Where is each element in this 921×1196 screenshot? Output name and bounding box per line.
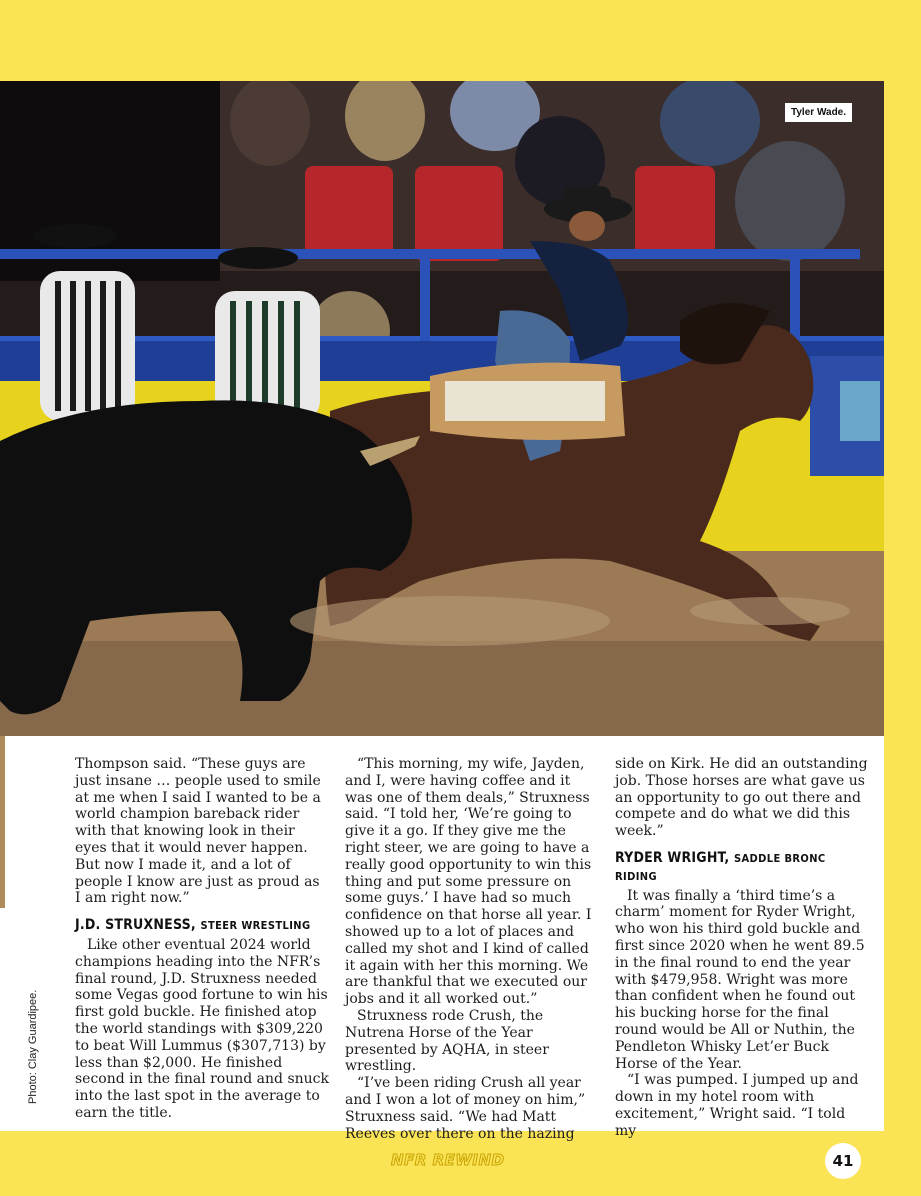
paragraph: “This morning, my wife, Jayden, and I, were having coffee and it was one of them deals,” Struxness said. “I told her, ‘We’re going to give it a go. If they give me the right steer, we are going to have a really good opportunity to win this thing and put some pressure on some guys.’ I have had so much confidence on that horse all year. I showed up to a lot of places and called my shot and I kind of called it again with her this morning. We are thankful that we executed our jobs and it all worked out.” [345,756,592,1008]
paragraph: Thompson said. “These guys are just insane … people used to smile at me when I said I wanted to be a world champion bareback rider with that knowing look in their eyes that it would never happen. But now I made it, and a lot of people I know are just as proud as I am right now.” [75,756,321,907]
heading-name: J.D. STRUXNESS, [75,917,196,934]
section-heading-wright [615,850,869,886]
heading-name: RYDER WRIGHT, [615,849,730,866]
photo-caption: Tyler Wade. [785,103,852,122]
paragraph: Like other eventual 2024 world champions heading into the NFR’s final round, J.D. Struxness needed some Vegas good fortune to win his first gold buckle. He finished atop the world standings with $309,220 to beat Will Lummus ($307,713) by less than $2,000. He finished second in the final round and snuck into the last spot in the average to earn the title. [75,936,330,1121]
article-column-3 [615,756,869,1140]
paragraph: It was finally a ‘third time’s a charm’ moment for Ryder Wright, who won his third gold buckle and first since 2020 when he went 89.5 in the final round to end the year with $479,958. Wright was more than confident when he found out his bucking horse for the final round would be All or Nuthin, the Pendleton Whisky Let’er Buck Horse of the Year. [615,887,865,1072]
heading-event: STEER WRESTLING [200,919,311,933]
left-edge-strip [0,736,5,908]
paragraph: “I’ve been riding Crush all year and I won a lot of money on him,” Struxness said. “We had Matt Reeves over there on the hazing [345,1075,586,1142]
heading-event: SADDLE BRONC RIDING [615,851,826,883]
steer-wrestling-photo [0,81,884,736]
page-number: 41 [825,1143,861,1179]
paragraph: Struxness rode Crush, the Nutrena Horse of the Year presented by AQHA, in steer wrestling. [345,1007,549,1075]
article-column-2 [345,756,599,1142]
paragraph: side on Kirk. He did an outstanding job. Those horses are what gave us an opportunity to go out there and compete and do what we did this week.” [615,756,868,840]
nfr-rewind-logo: NFR REWIND [391,1151,505,1169]
section-heading-struxness [75,917,329,935]
rodeo-photo [0,81,884,736]
paragraph: “I was pumped. I jumped up and down in my hotel room with excitement,” Wright said. “I told my [615,1072,859,1139]
article-column-1 [75,756,329,1122]
photo-credit: Photo: Clay Guardipee. [27,989,39,1104]
